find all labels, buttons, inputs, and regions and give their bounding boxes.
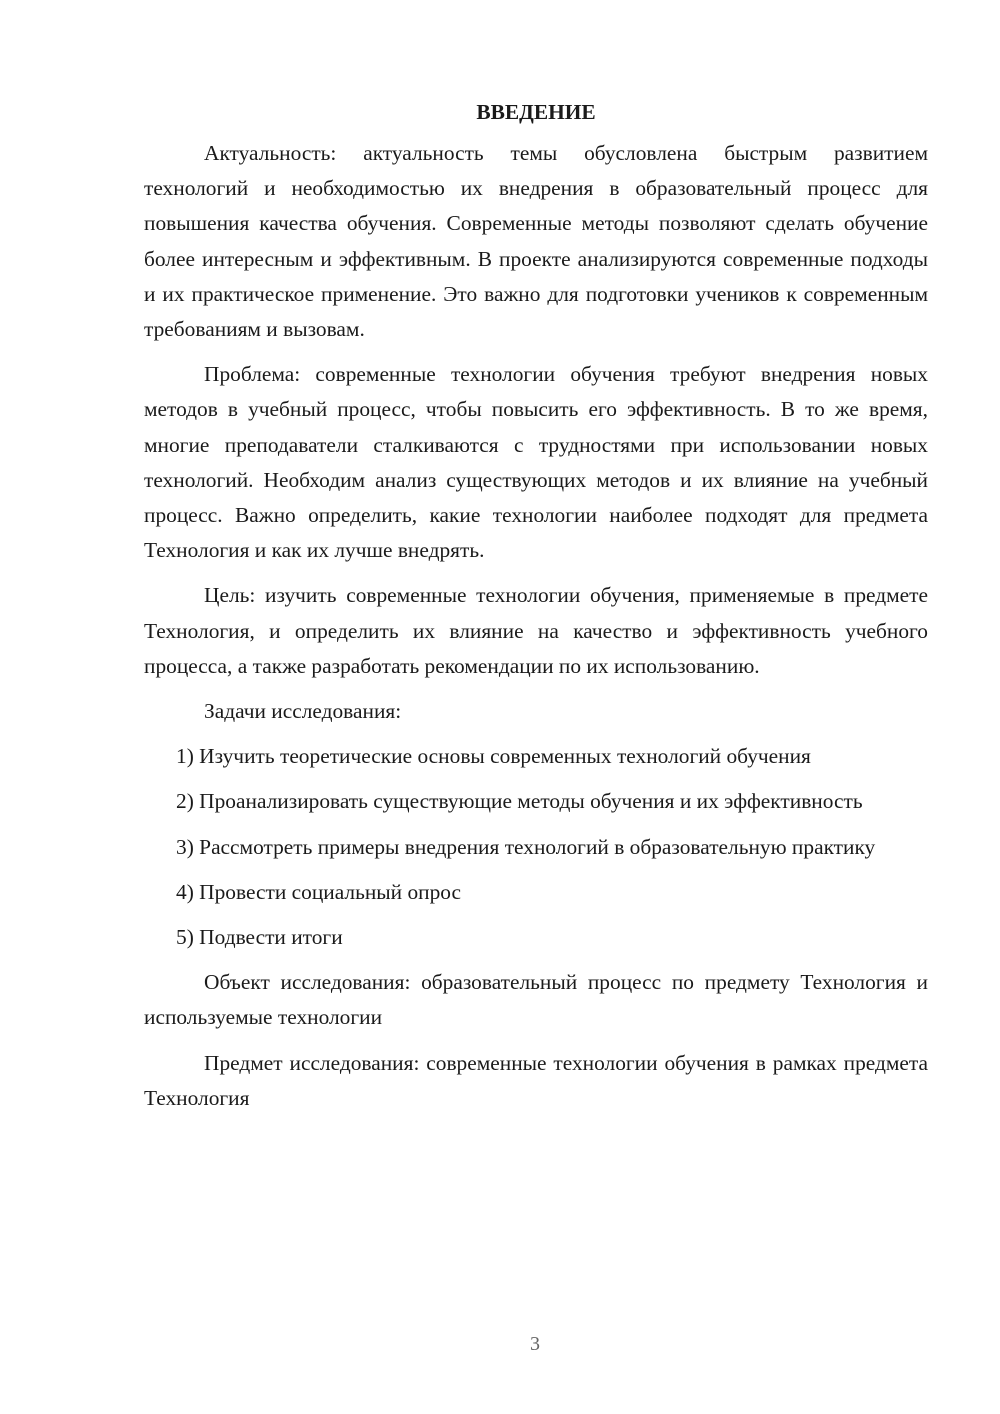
relevance-paragraph: Актуальность: актуальность темы обусловлена быстрым развитием технологий и необходимостью их внедрения в образовательный процесс для повышения качества обучения. Современные методы позволяют сделать обучение более интересным и эффективным. В проекте анализируются современные подходы и их практическое применение. Это важно для подготовки учеников к современным требованиям и вызовам. — [144, 141, 928, 342]
problem-paragraph: Проблема: современные технологии обучения требуют внедрения новых методов в учебный процесс, чтобы повысить его эффективность. В то же время, многие преподаватели сталкиваются с трудностями при использовании новых технологий. Необходим анализ существующих методов и их влияние на учебный процесс. Важно определить, какие технологии наиболее подходят для предмета Технология и как их лучше внедрять. — [144, 362, 928, 563]
goal-paragraph: Цель: изучить современные технологии обучения, применяемые в предмете Технология, и определить их влияние на качество и эффективность учебного процесса, а также разработать рекомендации по их использованию. — [144, 583, 928, 678]
task-item: 5) Подвести итоги — [176, 925, 343, 950]
research-subject-paragraph: Предмет исследования: современные технологии обучения в рамках предмета Технология — [144, 1050, 928, 1110]
tasks-heading: Задачи исследования: — [204, 699, 402, 724]
document-page — [144, 96, 928, 1126]
task-item: 3) Рассмотреть примеры внедрения технологий в образовательную практику — [176, 834, 876, 859]
task-item: 4) Провести социальный опрос — [176, 879, 462, 904]
page-title: ВВЕДЕНИЕ — [476, 100, 596, 124]
task-item: 2) Проанализировать существующие методы обучения и их эффективность — [176, 789, 863, 814]
research-object-paragraph: Объект исследования: образовательный процесс по предмету Технология и используемые технологии — [144, 970, 928, 1030]
page-number: 3 — [530, 1333, 540, 1355]
task-item: 1) Изучить теоретические основы современных технологий обучения — [176, 744, 811, 769]
